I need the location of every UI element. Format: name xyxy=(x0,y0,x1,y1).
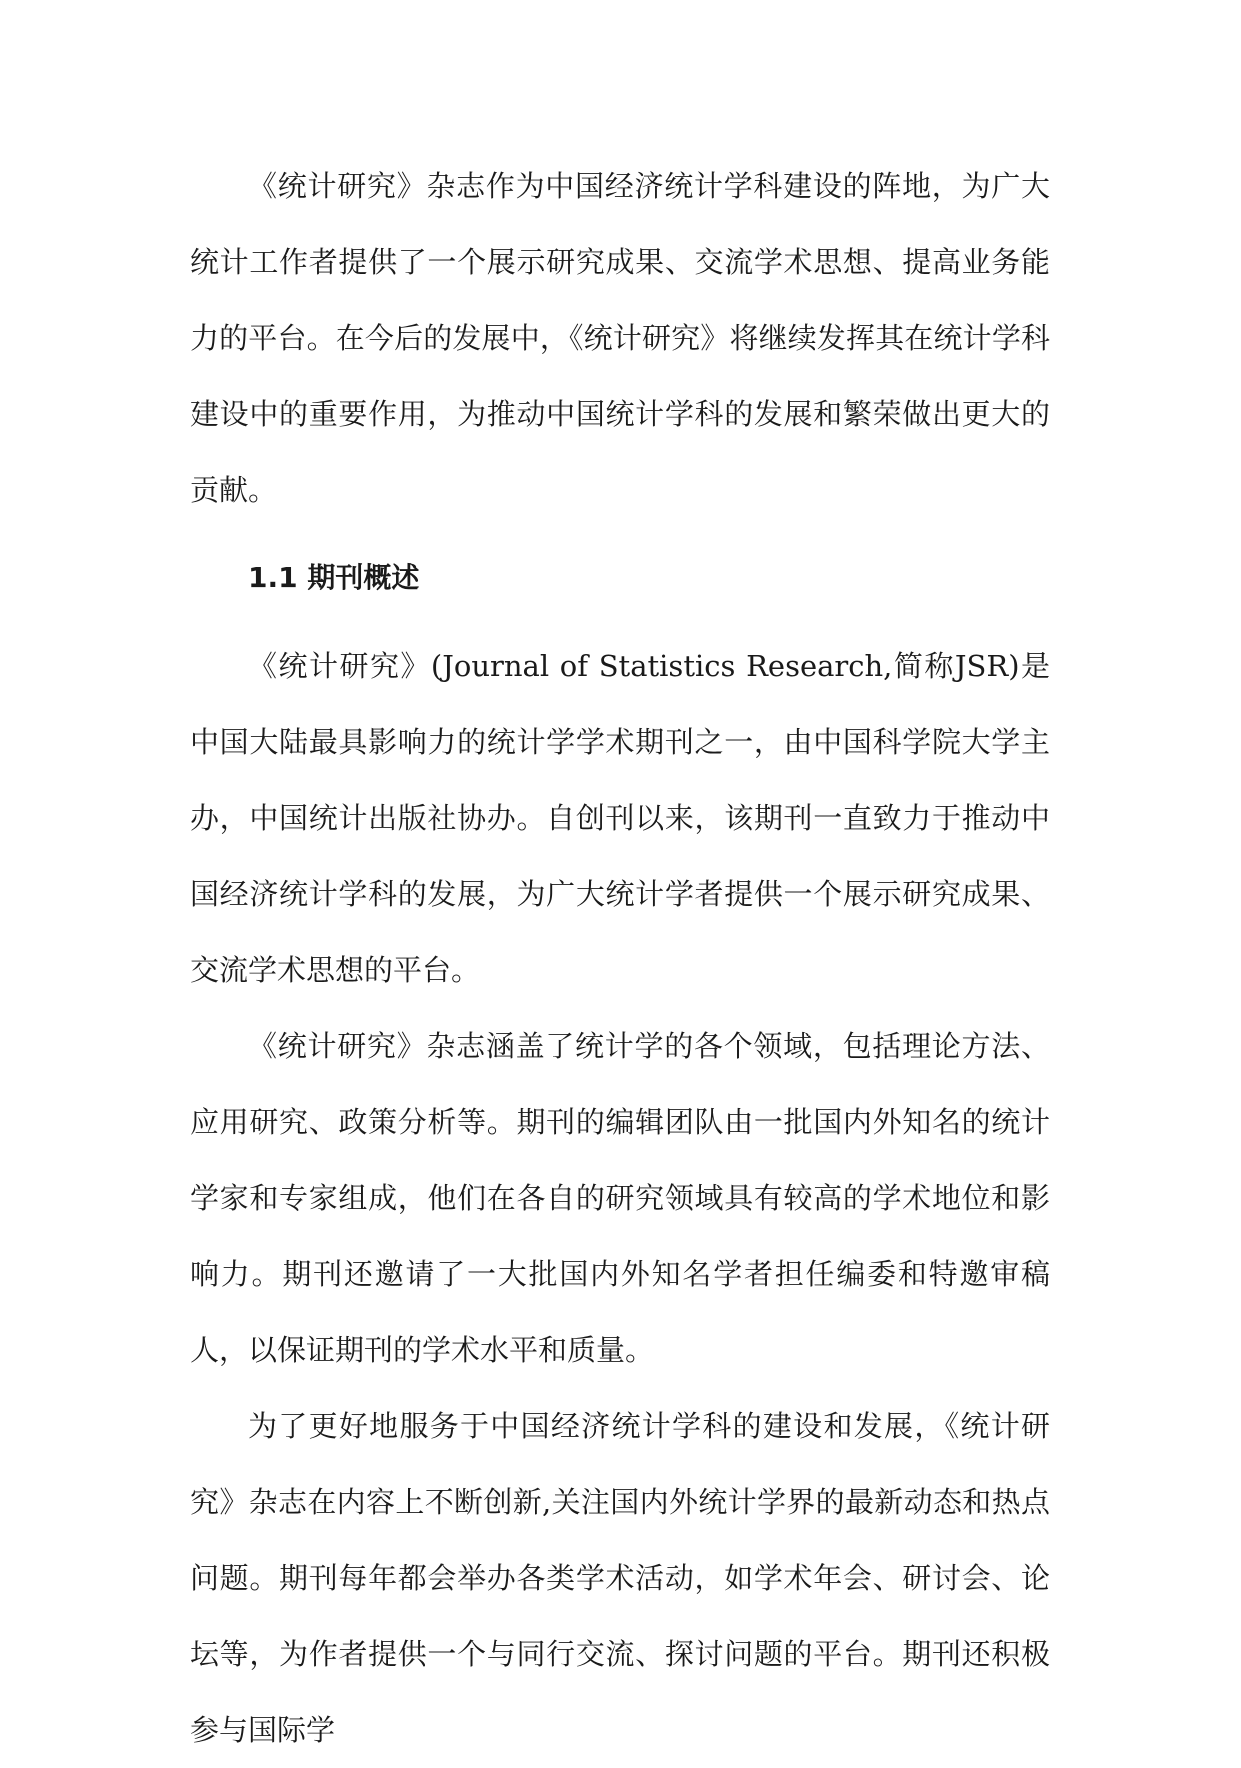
section-heading: 1.1 期刊概述 xyxy=(248,561,420,594)
paragraph-overview-1: 《统计研究》(Journal of Statistics Research,简称JSR)是中国大陆最具影响力的统计学学术期刊之一，由中国科学院大学主办，中国统计出版社协办。自创刊以来，该期刊一直致力于推动中国经济统计学科的发展，为广大统计学者提供一个展示研究成果、交流学术思想的平台。 xyxy=(190,649,1050,987)
paragraph-overview-2: 《统计研究》杂志涵盖了统计学的各个领域，包括理论方法、应用研究、政策分析等。期刊的编辑团队由一批国内外知名的统计学家和专家组成，他们在各自的研究领域具有较高的学术地位和影响力。期刊还邀请了一大批国内外知名学者担任编委和特邀审稿人，以保证期刊的学术水平和质量。 xyxy=(190,1029,1050,1367)
paragraph-overview-3: 为了更好地服务于中国经济统计学科的建设和发展，《统计研究》杂志在内容上不断创新,关注国内外统计学界的最新动态和热点问题。期刊每年都会举办各类学术活动，如学术年会、研讨会、论坛等，为作者提供一个与同行交流、探讨问题的平台。期刊还积极参与国际学 xyxy=(190,1409,1050,1747)
paragraph-intro: 《统计研究》杂志作为中国经济统计学科建设的阵地，为广大统计工作者提供了一个展示研究成果、交流学术思想、提高业务能力的平台。在今后的发展中，《统计研究》将继续发挥其在统计学科建设中的重要作用，为推动中国统计学科的发展和繁荣做出更大的贡献。 xyxy=(190,169,1050,507)
document-body xyxy=(190,148,1050,1768)
